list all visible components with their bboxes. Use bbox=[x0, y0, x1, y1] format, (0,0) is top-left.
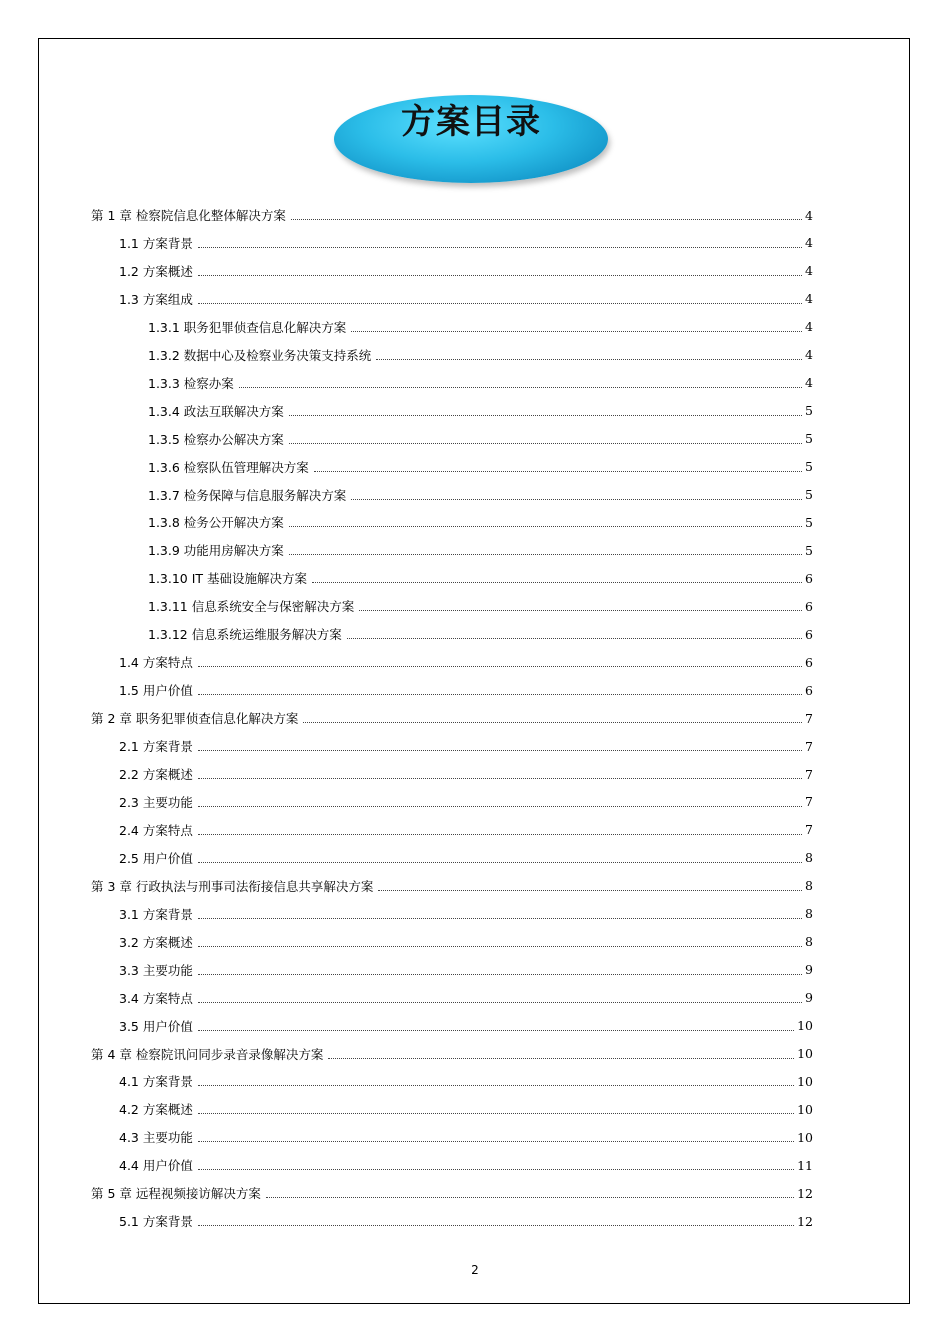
toc-entry[interactable] bbox=[148, 425, 813, 453]
toc-entry-label: 4.3 主要功能 bbox=[119, 1130, 193, 1146]
toc-entry[interactable] bbox=[119, 956, 813, 984]
toc-entry-page: 7 bbox=[805, 766, 813, 782]
toc-entry-page: 5 bbox=[805, 431, 813, 447]
toc-dot-leader bbox=[198, 805, 802, 807]
toc-entry-label: 2.5 用户价值 bbox=[119, 850, 193, 866]
toc-entry-label: 1.4 方案特点 bbox=[119, 655, 193, 671]
toc-dot-leader bbox=[312, 581, 802, 583]
toc-dot-leader bbox=[376, 358, 802, 360]
toc-dot-leader bbox=[198, 665, 802, 667]
toc-entry[interactable] bbox=[119, 816, 813, 844]
toc-entry-page: 5 bbox=[805, 459, 813, 475]
toc-entry-page: 8 bbox=[805, 878, 813, 894]
toc-entry[interactable] bbox=[119, 984, 813, 1012]
toc-entry-label: 3.1 方案背景 bbox=[119, 906, 193, 922]
toc-entry-page: 12 bbox=[797, 1185, 813, 1201]
toc-entry[interactable] bbox=[91, 704, 813, 732]
toc-entry[interactable] bbox=[148, 620, 813, 648]
toc-entry[interactable] bbox=[119, 788, 813, 816]
toc-entry-page: 7 bbox=[805, 822, 813, 838]
toc-dot-leader bbox=[198, 1140, 794, 1142]
toc-entry[interactable] bbox=[148, 564, 813, 592]
toc-entry[interactable] bbox=[119, 732, 813, 760]
toc-entry-label: 1.1 方案背景 bbox=[119, 235, 193, 251]
toc-entry-page: 4 bbox=[805, 207, 813, 223]
toc-dot-leader bbox=[198, 1112, 794, 1114]
toc-entry-page: 10 bbox=[797, 1101, 813, 1117]
toc-entry[interactable] bbox=[119, 257, 813, 285]
toc-entry[interactable] bbox=[148, 508, 813, 536]
toc-dot-leader bbox=[347, 637, 802, 639]
toc-dot-leader bbox=[198, 1084, 794, 1086]
toc-dot-leader bbox=[328, 1057, 794, 1059]
toc-entry[interactable] bbox=[119, 1123, 813, 1151]
toc-entry-page: 5 bbox=[805, 514, 813, 530]
toc-dot-leader bbox=[289, 553, 802, 555]
toc-entry-page: 8 bbox=[805, 934, 813, 950]
page-number: 2 bbox=[471, 1263, 479, 1277]
toc-entry-page: 4 bbox=[805, 319, 813, 335]
toc-entry-page: 8 bbox=[805, 906, 813, 922]
toc-dot-leader bbox=[378, 889, 802, 891]
toc-dot-leader bbox=[359, 609, 802, 611]
toc-dot-leader bbox=[198, 693, 802, 695]
toc-entry-label: 1.3.8 检务公开解决方案 bbox=[148, 515, 284, 531]
toc-entry-label: 第 1 章 检察院信息化整体解决方案 bbox=[91, 208, 286, 223]
toc-entry-label: 1.3.9 功能用房解决方案 bbox=[148, 543, 284, 559]
toc-entry[interactable] bbox=[148, 341, 813, 369]
toc-entry-page: 10 bbox=[797, 1046, 813, 1061]
toc-entry-page: 5 bbox=[805, 542, 813, 558]
toc-entry-page: 7 bbox=[805, 794, 813, 810]
toc-entry[interactable] bbox=[148, 313, 813, 341]
toc-entry-label: 1.3.7 检务保障与信息服务解决方案 bbox=[148, 487, 347, 503]
toc-entry-page: 9 bbox=[805, 962, 813, 978]
toc-entry[interactable] bbox=[119, 900, 813, 928]
toc-entry-label: 2.4 方案特点 bbox=[119, 822, 193, 838]
toc-dot-leader bbox=[198, 973, 802, 975]
toc-dot-leader bbox=[303, 721, 802, 723]
toc-dot-leader bbox=[198, 749, 802, 751]
toc-dot-leader bbox=[198, 1001, 802, 1003]
toc-dot-leader bbox=[289, 442, 802, 444]
toc-entry-page: 6 bbox=[805, 570, 813, 586]
toc-dot-leader bbox=[198, 777, 802, 779]
toc-dot-leader bbox=[198, 246, 802, 248]
toc-entry-page: 5 bbox=[805, 487, 813, 502]
toc-dot-leader bbox=[198, 274, 802, 276]
toc-entry[interactable] bbox=[119, 1207, 813, 1235]
toc-entry-page: 7 bbox=[805, 710, 813, 726]
toc-dot-leader bbox=[291, 218, 802, 220]
toc-dot-leader bbox=[314, 470, 802, 472]
toc-entry-page: 4 bbox=[805, 235, 813, 251]
toc-entry-page: 8 bbox=[805, 850, 813, 866]
toc-entry-label: 2.3 主要功能 bbox=[119, 794, 193, 810]
toc-entry-page: 10 bbox=[797, 1129, 813, 1145]
toc-entry-page: 4 bbox=[805, 291, 813, 307]
toc-entry-label: 1.3.11 信息系统安全与保密解决方案 bbox=[148, 599, 355, 615]
toc-entry[interactable] bbox=[119, 928, 813, 956]
toc-entry-page: 6 bbox=[805, 598, 813, 614]
toc-dot-leader bbox=[351, 330, 802, 332]
toc-entry-label: 4.4 用户价值 bbox=[119, 1158, 193, 1174]
toc-entry-label: 1.3.3 检察办案 bbox=[148, 375, 234, 391]
toc-dot-leader bbox=[266, 1196, 794, 1198]
toc-dot-leader bbox=[198, 833, 802, 835]
page-title: 方案目录 bbox=[401, 102, 541, 142]
toc-entry-label: 2.2 方案概述 bbox=[119, 767, 193, 782]
toc-entry[interactable] bbox=[91, 201, 813, 229]
toc-entry-page: 12 bbox=[797, 1213, 813, 1229]
toc-entry[interactable] bbox=[119, 648, 813, 676]
toc-entry-label: 3.5 用户价值 bbox=[119, 1018, 193, 1034]
toc-entry-page: 10 bbox=[797, 1073, 813, 1089]
toc-entry-label: 1.2 方案概述 bbox=[119, 263, 193, 279]
toc-entry-page: 4 bbox=[805, 263, 813, 279]
toc-entry[interactable] bbox=[119, 676, 813, 704]
toc-entry[interactable] bbox=[119, 1151, 813, 1179]
toc-entry-page: 4 bbox=[805, 375, 813, 391]
toc-entry[interactable] bbox=[119, 285, 813, 313]
toc-entry[interactable] bbox=[148, 592, 813, 620]
toc-entry-page: 5 bbox=[805, 403, 813, 419]
toc-entry-label: 1.3.10 IT 基础设施解决方案 bbox=[148, 571, 308, 587]
toc-dot-leader bbox=[198, 917, 802, 919]
toc-entry[interactable] bbox=[119, 229, 813, 257]
toc-entry[interactable] bbox=[148, 453, 813, 481]
toc-entry-label: 1.3.6 检察队伍管理解决方案 bbox=[148, 459, 309, 475]
toc-entry-label: 3.3 主要功能 bbox=[119, 962, 193, 978]
toc-entry-page: 6 bbox=[805, 682, 813, 698]
toc-entry[interactable] bbox=[119, 1067, 813, 1095]
toc-entry-label: 3.4 方案特点 bbox=[119, 990, 193, 1006]
toc-entry-label: 2.1 方案背景 bbox=[119, 739, 193, 755]
toc-entry[interactable] bbox=[119, 1095, 813, 1123]
toc-entry-label: 3.2 方案概述 bbox=[119, 934, 193, 950]
toc-dot-leader bbox=[198, 302, 802, 304]
toc-entry-label: 1.3.2 数据中心及检察业务决策支持系统 bbox=[148, 347, 372, 363]
toc-entry-label: 1.3.12 信息系统运维服务解决方案 bbox=[148, 627, 342, 643]
toc-entry[interactable] bbox=[91, 872, 813, 900]
toc-entry[interactable] bbox=[119, 1012, 813, 1040]
toc-entry-label: 1.3.4 政法互联解决方案 bbox=[148, 403, 284, 419]
toc-entry[interactable] bbox=[148, 397, 813, 425]
toc-dot-leader bbox=[198, 861, 802, 863]
toc-entry[interactable] bbox=[119, 760, 813, 788]
toc-dot-leader bbox=[198, 1168, 794, 1170]
toc-dot-leader bbox=[198, 1029, 794, 1031]
toc-entry-label: 第 2 章 职务犯罪侦查信息化解决方案 bbox=[91, 711, 299, 727]
toc-entry-label: 第 3 章 行政执法与刑事司法衔接信息共享解决方案 bbox=[91, 878, 374, 894]
toc-entry-label: 1.3.5 检察办公解决方案 bbox=[148, 431, 284, 447]
toc-entry[interactable] bbox=[91, 1179, 813, 1207]
toc-dot-leader bbox=[351, 498, 802, 500]
toc-entry-page: 11 bbox=[797, 1157, 813, 1173]
toc-entry-label: 第 5 章 远程视频接访解决方案 bbox=[91, 1186, 261, 1202]
toc-entry-label: 1.3 方案组成 bbox=[119, 291, 193, 307]
toc-dot-leader bbox=[198, 1224, 794, 1226]
toc-entry-label: 1.5 用户价值 bbox=[119, 683, 193, 699]
toc-entry-page: 6 bbox=[805, 626, 813, 642]
toc-entry-page: 10 bbox=[797, 1018, 813, 1034]
toc-entry[interactable] bbox=[148, 481, 813, 509]
toc-entry-page: 4 bbox=[805, 347, 813, 363]
toc-dot-leader bbox=[239, 386, 802, 388]
toc-entry-label: 4.1 方案背景 bbox=[119, 1074, 193, 1090]
toc-entry-page: 6 bbox=[805, 654, 813, 670]
toc-entry[interactable] bbox=[148, 536, 813, 564]
toc-entry[interactable] bbox=[119, 844, 813, 872]
toc-entry-label: 5.1 方案背景 bbox=[119, 1214, 193, 1230]
toc-entry-label: 4.2 方案概述 bbox=[119, 1102, 193, 1118]
toc-dot-leader bbox=[289, 414, 802, 416]
toc-entry-page: 9 bbox=[805, 990, 813, 1006]
toc-entry-label: 1.3.1 职务犯罪侦查信息化解决方案 bbox=[148, 319, 347, 335]
toc-dot-leader bbox=[198, 945, 802, 947]
toc-entry[interactable] bbox=[148, 369, 813, 397]
toc-entry-page: 7 bbox=[805, 738, 813, 754]
toc-dot-leader bbox=[289, 525, 802, 527]
toc-entry[interactable] bbox=[91, 1040, 813, 1068]
toc-entry-label: 第 4 章 检察院讯问同步录音录像解决方案 bbox=[91, 1046, 324, 1062]
